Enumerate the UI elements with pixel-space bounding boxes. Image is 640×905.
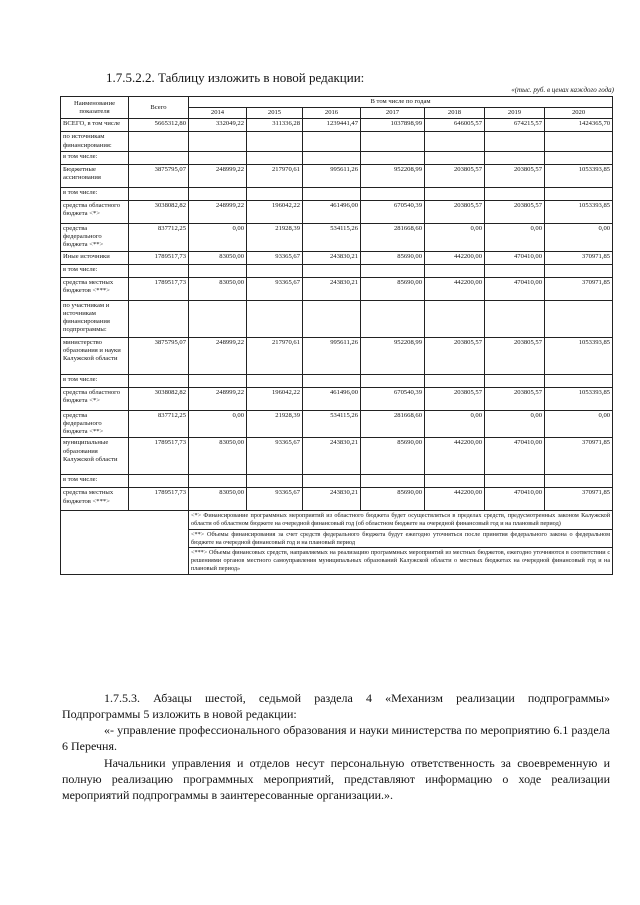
cell-year-value: 203805,57 [485,200,545,223]
cell-year-value: 243830,21 [303,488,361,511]
cell-year-value: 196042,22 [247,200,303,223]
cell-year-value: 0,00 [189,410,247,438]
cell-year-value [425,264,485,277]
cell-year-value: 196042,22 [247,387,303,410]
header-year: 2018 [425,108,485,119]
row-label: средства местных бюджетов <***> [61,488,129,511]
row-label: в том числе: [61,264,129,277]
table-row [61,151,613,164]
row-label: средства федерального бюджета <**> [61,223,129,251]
row-label: муниципальные образования Калужской области [61,438,129,475]
cell-year-value: 83050,00 [189,277,247,300]
cell-year-value [545,132,613,151]
header-year: 2020 [545,108,613,119]
cell-total: 3038082,82 [129,387,189,410]
cell-year-value [303,475,361,488]
cell-year-value: 203805,57 [425,337,485,374]
cell-year-value: 203805,57 [425,200,485,223]
cell-year-value: 1037898,99 [361,119,425,132]
cell-year-value: 203805,57 [485,387,545,410]
table-row [61,187,613,200]
cell-year-value [303,374,361,387]
cell-year-value: 93365,67 [247,251,303,264]
cell-year-value [425,475,485,488]
cell-year-value [303,132,361,151]
cell-year-value [247,187,303,200]
cell-year-value: 470410,00 [485,251,545,264]
cell-year-value [303,264,361,277]
cell-year-value [303,300,361,337]
cell-total: 1789517,73 [129,438,189,475]
cell-year-value [247,475,303,488]
table-row [61,438,613,475]
row-label: средства местных бюджетов <***> [61,277,129,300]
cell-year-value: 1239441,47 [303,119,361,132]
cell-year-value: 1424365,70 [545,119,613,132]
cell-year-value [361,300,425,337]
cell-year-value: 311336,28 [247,119,303,132]
cell-total: 5665312,80 [129,119,189,132]
cell-total: 837712,25 [129,410,189,438]
footnote: <*> Финансирование программных мероприятий из областного бюджета будет осуществляться в пределах средств, предусмотренных законом Калужской области об областном бюджете на очередной финансовый год (об областном бюджете на очередной финансовый год и на плановый период) [189,511,613,530]
cell-year-value: 243830,21 [303,277,361,300]
cell-total [129,374,189,387]
cell-year-value: 670540,39 [361,387,425,410]
cell-year-value: 85690,00 [361,488,425,511]
cell-total: 1789517,73 [129,488,189,511]
table-row [61,300,613,337]
cell-year-value [361,187,425,200]
cell-year-value: 21928,39 [247,410,303,438]
cell-year-value [545,300,613,337]
cell-year-value: 370971,85 [545,251,613,264]
row-label: в том числе: [61,187,129,200]
table-row [61,410,613,438]
table-row [61,132,613,151]
cell-year-value: 534115,26 [303,223,361,251]
cell-year-value: 243830,21 [303,438,361,475]
cell-year-value [361,374,425,387]
row-label: в том числе: [61,475,129,488]
header-year: 2016 [303,108,361,119]
cell-year-value [361,151,425,164]
header-year: 2015 [247,108,303,119]
cell-year-value [425,132,485,151]
cell-year-value: 1053393,85 [545,337,613,374]
paragraph-responsibility: Начальники управления и отделов несут персональную ответственность за своевременную и полную реализацию программных мероприятий, представляют информацию о ходе реализации мероприятий подпрограммы в заинтересованные организации.». [62,756,610,802]
cell-total [129,132,189,151]
cell-total: 1789517,73 [129,251,189,264]
table-row [61,119,613,132]
note-row [61,511,613,530]
table-row [61,164,613,187]
cell-year-value [247,132,303,151]
row-label: по участникам и источникам финансирования подпрограммы: [61,300,129,337]
units-note: «(тыс. руб. в ценах каждого года) [511,86,614,94]
cell-year-value [247,374,303,387]
cell-year-value: 0,00 [485,410,545,438]
cell-year-value: 995611,26 [303,337,361,374]
cell-year-value: 332049,22 [189,119,247,132]
funding-table [60,96,613,575]
header-name: Наименование показателя [61,97,129,119]
cell-year-value [189,151,247,164]
cell-year-value [425,151,485,164]
cell-year-value [425,374,485,387]
cell-year-value: 85690,00 [361,277,425,300]
table-row [61,251,613,264]
cell-total: 837712,25 [129,223,189,251]
table-row [61,387,613,410]
cell-year-value: 442200,00 [425,438,485,475]
header-years-group: В том числе по годам [189,97,613,108]
cell-year-value: 370971,85 [545,438,613,475]
paragraph-amendment: 1.7.5.3. Абзацы шестой, седьмой раздела 4 «Механизм реализации подпрограммы» Подпрограммы 5 изложить в новой редакции: [62,691,610,721]
cell-year-value: 470410,00 [485,438,545,475]
cell-year-value: 83050,00 [189,438,247,475]
cell-total: 3875795,07 [129,337,189,374]
cell-year-value: 93365,67 [247,277,303,300]
cell-year-value: 370971,85 [545,488,613,511]
cell-year-value [303,151,361,164]
cell-year-value [189,264,247,277]
cell-year-value [485,132,545,151]
cell-year-value [247,151,303,164]
cell-total: 3875795,07 [129,164,189,187]
cell-year-value: 281668,60 [361,223,425,251]
cell-year-value [247,300,303,337]
cell-total [129,187,189,200]
paragraph-department: «- управление профессионального образования и науки министерства по мероприятию 6.1 раздела 6 Перечня. [62,723,610,753]
row-label: Иные источники [61,251,129,264]
row-label: средства областного бюджета <*> [61,200,129,223]
cell-year-value [545,475,613,488]
cell-year-value [485,374,545,387]
cell-year-value [545,187,613,200]
cell-year-value: 203805,57 [425,387,485,410]
cell-year-value [247,264,303,277]
row-label: в том числе: [61,151,129,164]
cell-year-value [361,132,425,151]
table-row [61,475,613,488]
cell-year-value [545,264,613,277]
cell-year-value: 370971,85 [545,277,613,300]
cell-year-value [189,187,247,200]
footnote: <**> Объемы финансирования за счет средств федерального бюджета будут ежегодно уточняться после принятия федерального закона о федеральном бюджете на очередной финансовый год и на плановый период [189,529,613,548]
cell-year-value: 85690,00 [361,438,425,475]
cell-total [129,300,189,337]
cell-year-value [545,151,613,164]
cell-year-value: 470410,00 [485,277,545,300]
cell-year-value: 248999,22 [189,164,247,187]
cell-year-value [189,475,247,488]
table-row [61,488,613,511]
cell-year-value [485,475,545,488]
cell-year-value: 442200,00 [425,251,485,264]
table-row [61,374,613,387]
cell-year-value: 0,00 [425,410,485,438]
row-label: ВСЕГО, в том числе [61,119,129,132]
cell-year-value [361,264,425,277]
cell-year-value: 203805,57 [425,164,485,187]
cell-year-value: 248999,22 [189,200,247,223]
cell-total [129,264,189,277]
notes-blank-cell [61,511,189,574]
cell-year-value [189,132,247,151]
row-label: средства федерального бюджета <**> [61,410,129,438]
cell-year-value: 0,00 [189,223,247,251]
cell-year-value: 1053393,85 [545,200,613,223]
header-year: 2014 [189,108,247,119]
cell-year-value: 0,00 [545,223,613,251]
cell-year-value [189,300,247,337]
cell-year-value: 93365,67 [247,438,303,475]
cell-total [129,151,189,164]
cell-year-value: 85690,00 [361,251,425,264]
table-row [61,200,613,223]
cell-year-value [485,151,545,164]
cell-year-value: 0,00 [425,223,485,251]
cell-year-value: 442200,00 [425,488,485,511]
cell-year-value [425,187,485,200]
cell-year-value: 995611,26 [303,164,361,187]
cell-year-value: 646005,57 [425,119,485,132]
cell-year-value: 470410,00 [485,488,545,511]
row-label: министерство образования и науки Калужской области [61,337,129,374]
cell-year-value: 217970,61 [247,337,303,374]
cell-year-value: 83050,00 [189,488,247,511]
cell-year-value: 83050,00 [189,251,247,264]
footnote: <***> Объемы финансовых средств, направляемых на реализацию программных мероприятий из местных бюджетов, ежегодно уточняются в соответствии с решениями органов местного самоуправления муниципальных образований Калужской области о местных бюджетах на очередной финансовый год и на плановый период» [189,548,613,574]
table-row [61,264,613,277]
cell-year-value: 534115,26 [303,410,361,438]
cell-year-value: 243830,21 [303,251,361,264]
cell-year-value: 281668,60 [361,410,425,438]
cell-year-value: 461496,00 [303,387,361,410]
cell-year-value: 0,00 [485,223,545,251]
cell-year-value [485,187,545,200]
cell-year-value: 203805,57 [485,337,545,374]
cell-year-value [485,300,545,337]
row-label: средства областного бюджета <*> [61,387,129,410]
cell-year-value: 442200,00 [425,277,485,300]
cell-year-value [425,300,485,337]
cell-year-value: 461496,00 [303,200,361,223]
row-label: Бюджетные ассигнования [61,164,129,187]
cell-year-value: 952208,99 [361,164,425,187]
cell-year-value: 93365,67 [247,488,303,511]
header-year: 2019 [485,108,545,119]
row-label: по источникам финансирования: [61,132,129,151]
cell-year-value: 952208,99 [361,337,425,374]
cell-year-value: 670540,39 [361,200,425,223]
cell-year-value: 0,00 [545,410,613,438]
table-row [61,277,613,300]
cell-year-value: 21928,39 [247,223,303,251]
cell-year-value: 217970,61 [247,164,303,187]
cell-year-value: 1053393,85 [545,387,613,410]
table-row [61,337,613,374]
cell-year-value [545,374,613,387]
cell-year-value: 203805,57 [485,164,545,187]
header-year: 2017 [361,108,425,119]
cell-total: 3038082,82 [129,200,189,223]
cell-year-value: 1053393,85 [545,164,613,187]
row-label: в том числе: [61,374,129,387]
cell-year-value [303,187,361,200]
cell-year-value: 674215,57 [485,119,545,132]
cell-year-value [189,374,247,387]
table-row [61,223,613,251]
header-total: Всего [129,97,189,119]
cell-year-value: 248999,22 [189,337,247,374]
cell-year-value [361,475,425,488]
section-heading: 1.7.5.2.2. Таблицу изложить в новой редакции: [106,70,365,85]
cell-year-value [485,264,545,277]
cell-total: 1789517,73 [129,277,189,300]
cell-total [129,475,189,488]
cell-year-value: 248999,22 [189,387,247,410]
